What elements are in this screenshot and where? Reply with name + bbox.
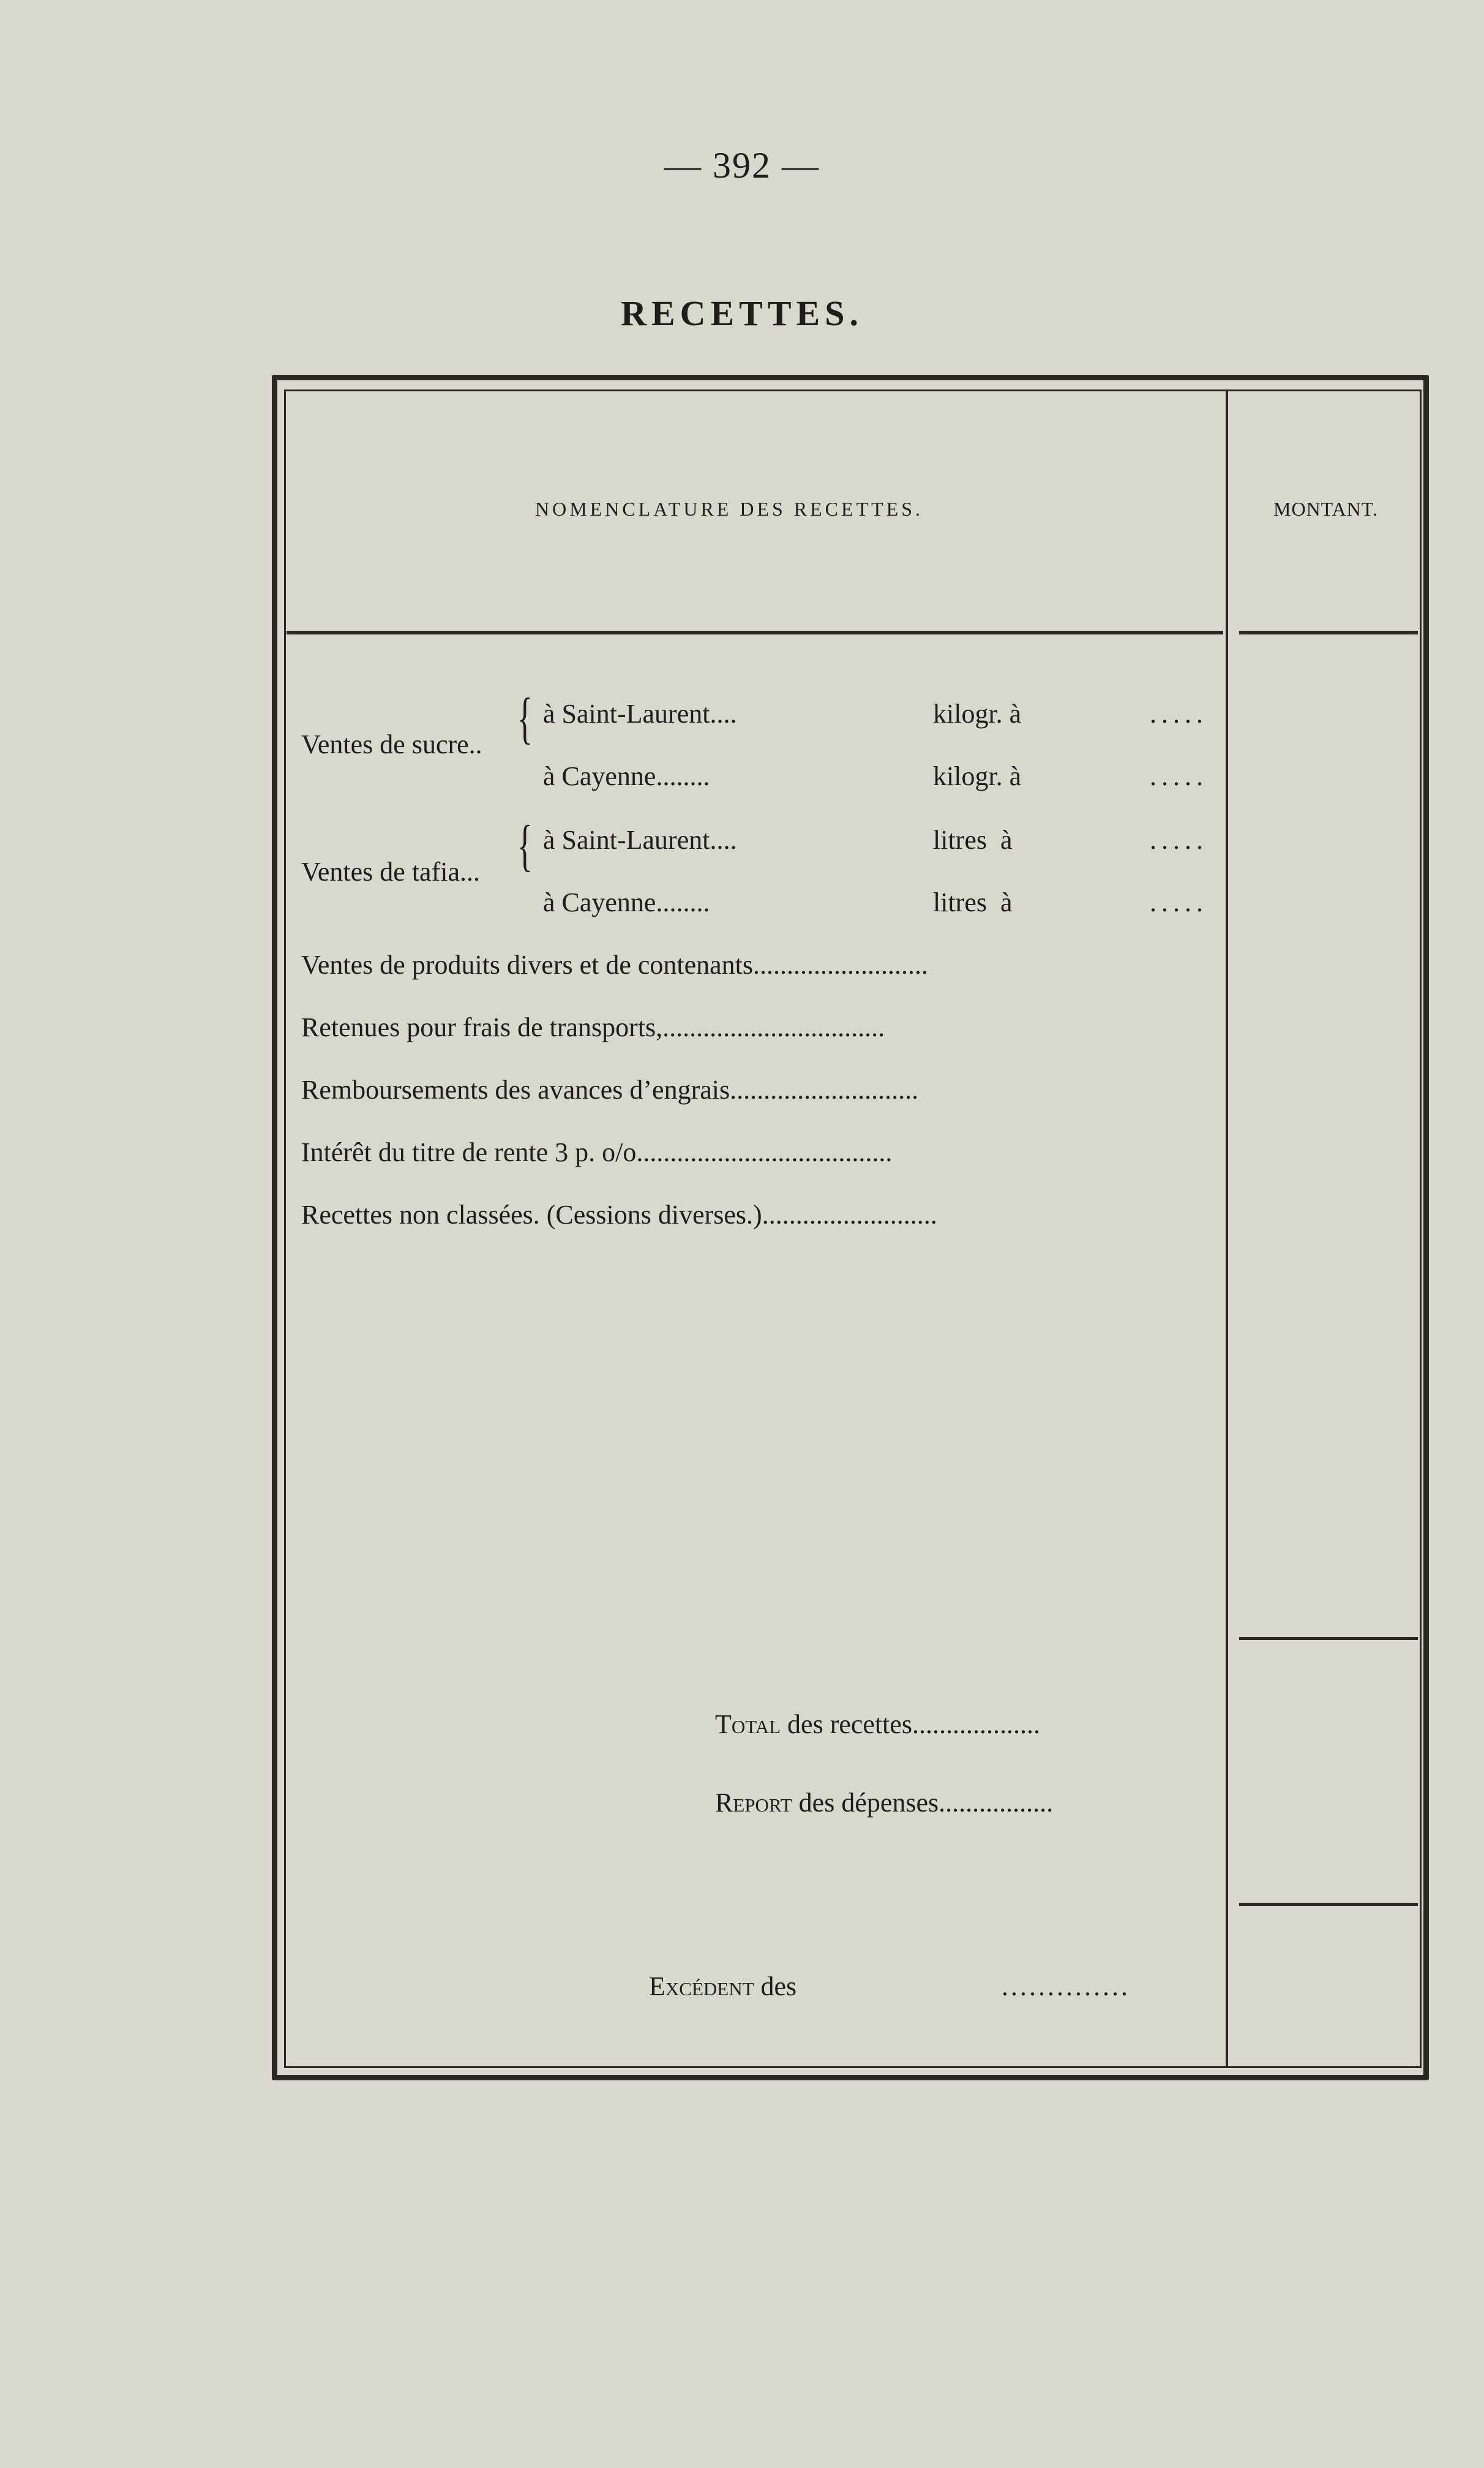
total-rest: des recettes................... bbox=[787, 1709, 1041, 1739]
tafia-unit-1: litres à bbox=[933, 825, 1013, 855]
tafia-brace-icon: { bbox=[517, 815, 533, 878]
row-retenues: Retenues pour frais de transports,................................. bbox=[301, 1012, 885, 1042]
header-nomenclature: NOMENCLATURE DES RECETTES. bbox=[535, 498, 923, 520]
report-line bbox=[715, 1787, 1053, 1818]
total-line bbox=[715, 1709, 1040, 1740]
report-word: Report bbox=[715, 1788, 792, 1818]
column-divider bbox=[1226, 391, 1228, 2067]
sucre-brace-icon: { bbox=[517, 687, 533, 751]
page-number: — 392 — bbox=[664, 145, 820, 186]
tafia-place-2: à Cayenne........ bbox=[543, 887, 710, 917]
sucre-unit-1: kilogr. à bbox=[933, 699, 1022, 729]
excedent-line bbox=[649, 1971, 796, 2002]
total-word: Total bbox=[715, 1709, 781, 1739]
sucre-dots-1: ..... bbox=[1150, 699, 1208, 729]
report-rest: des dépenses................. bbox=[798, 1788, 1054, 1818]
tafia-unit-2: litres à bbox=[933, 887, 1013, 917]
excedent-dots: .............. bbox=[1002, 1971, 1130, 2001]
total-rule bbox=[1239, 1637, 1418, 1640]
row-remboursements: Remboursements des avances d’engrais............................ bbox=[301, 1075, 919, 1105]
row-produits-divers: Ventes de produits divers et de contenants.......................... bbox=[301, 950, 929, 980]
page-title: RECETTES. bbox=[621, 293, 863, 333]
excedent-rest: des bbox=[760, 1971, 797, 2001]
sucre-place-1: à Saint-Laurent.... bbox=[543, 699, 737, 729]
sucre-unit-2: kilogr. à bbox=[933, 761, 1022, 791]
sucre-label: Ventes de sucre.. bbox=[301, 729, 482, 759]
excedent-rule bbox=[1239, 1903, 1418, 1906]
header-montant: MONTANT. bbox=[1273, 498, 1379, 520]
excedent-word: Excédent bbox=[649, 1971, 754, 2001]
header-rule-left bbox=[287, 631, 1223, 634]
tafia-label: Ventes de tafia... bbox=[301, 857, 480, 887]
row-interet: Intérêt du titre de rente 3 p. o/o...................................... bbox=[301, 1137, 893, 1167]
tafia-dots-2: ..... bbox=[1150, 887, 1208, 917]
tafia-place-1: à Saint-Laurent.... bbox=[543, 825, 737, 855]
sucre-place-2: à Cayenne........ bbox=[543, 761, 710, 791]
sucre-dots-2: ..... bbox=[1150, 761, 1208, 791]
header-rule-right bbox=[1239, 631, 1418, 634]
tafia-dots-1: ..... bbox=[1150, 825, 1208, 855]
row-recettes-non-classees: Recettes non classées. (Cessions diverses.).......................... bbox=[301, 1200, 937, 1230]
